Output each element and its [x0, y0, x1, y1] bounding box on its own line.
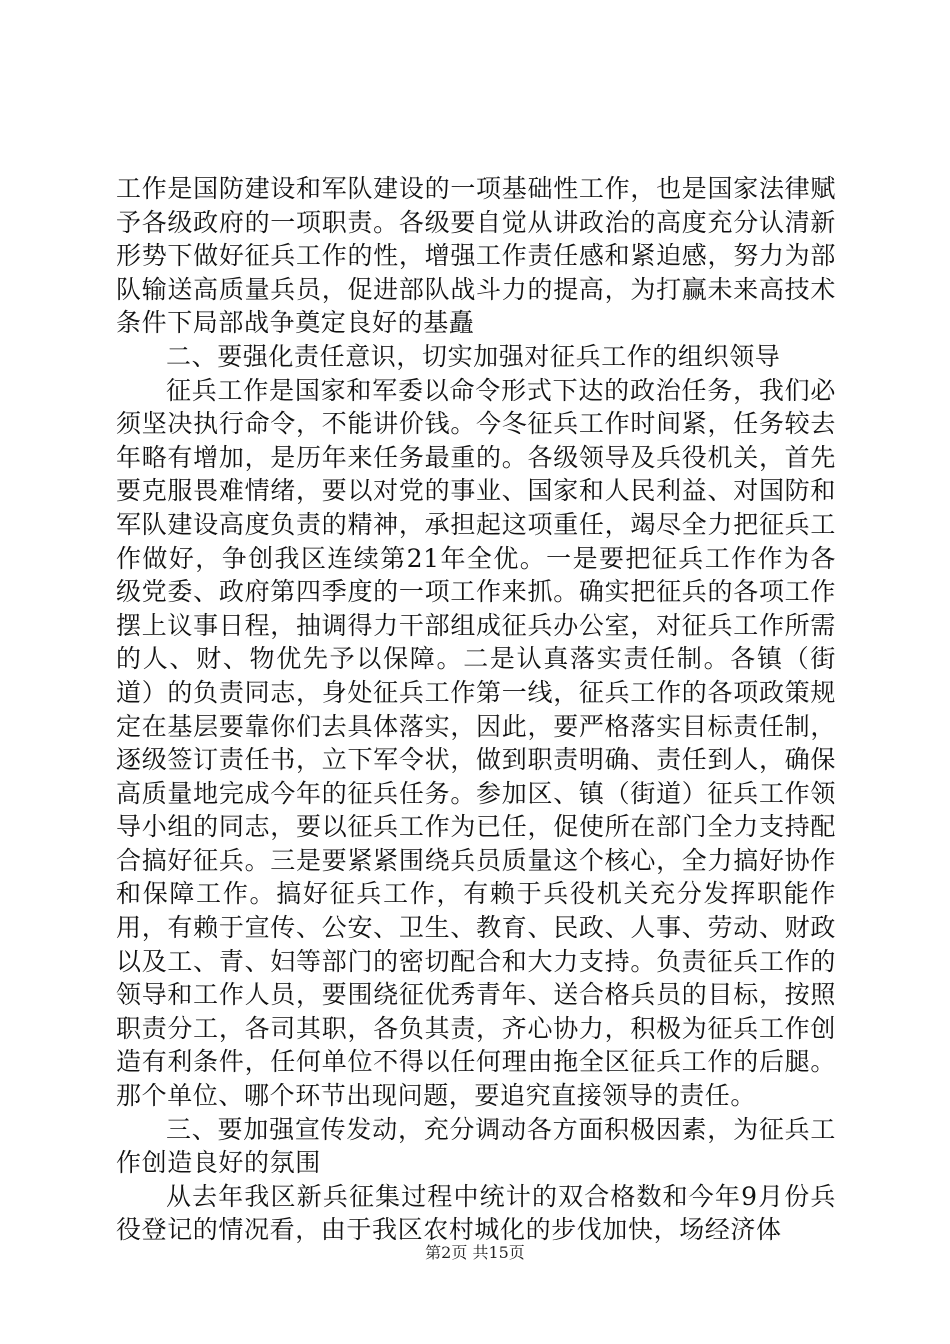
document-body	[116, 172, 836, 1247]
section-heading-2: 二、要强化责任意识，切实加强对征兵工作的组织领导	[166, 341, 781, 371]
paragraph-3: 征兵工作是国家和军委以命令形式下达的政治任务，我们必须坚决执行命令，不能讲价钱。今冬征兵工作时间紧，任务较去年略有增加，是历年来任务最重的。各级领导及兵役机关，首先要克服畏难情绪，要以对党的事业、国家和人民利益、对国防和军队建设高度负责的精神，承担起这项重任，竭尽全力把征兵工作做好，争创我区连续第21年全优。一是要把征兵工作作为各级党委、政府第四季度的一项工作来抓。确实把征兵的各项工作摆上议事日程，抽调得力干部组成征兵办公室，对征兵工作所需的人、财、物优先予以保障。二是认真落实责任制。各镇（街道）的负责同志，身处征兵工作第一线，征兵工作的各项政策规定在基层要靠你们去具体落实，因此，要严格落实目标责任制，逐级签订责任书，立下军令状，做到职责明确、责任到人，确保高质量地完成今年的征兵任务。参加区、镇（街道）征兵工作领导小组的同志，要以征兵工作为已任，促使所在部门全力支持配合搞好征兵。三是要紧紧围绕兵员质量这个核心，全力搞好协作和保障工作。搞好征兵工作，有赖于兵役机关充分发挥职能作用，有赖于宣传、公安、卫生、教育、民政、人事、劳动、财政以及工、青、妇等部门的密切配合和大力支持。负责征兵工作的领导和工作人员，要围绕征优秀青年、送合格兵员的目标，按照职责分工，各司其职，各负其责，齐心协力，积极为征兵工作创造有利条件，任何单位不得以任何理由拖全区征兵工作的后腿。那个单位、哪个环节出现问题，要追究直接领导的责任。	[116, 375, 836, 1111]
page-number-footer: 第2页 共15页	[425, 1243, 525, 1262]
paragraph-5: 从去年我区新兵征集过程中统计的双合格数和今年9月份兵役登记的情况看，由于我区农村城化的步伐加快，场经济体	[116, 1181, 836, 1245]
paragraph-1: 工作是国防建设和军队建设的一项基础性工作，也是国家法律赋予各级政府的一项职责。各级要自觉从讲政治的高度充分认清新形势下做好征兵工作的性，增强工作责任感和紧迫感，努力为部队输送高质量兵员，促进部队战斗力的提高，为打赢未来高技术条件下局部战争奠定良好的基矗	[116, 174, 836, 338]
section-heading-3: 三、要加强宣传发动，充分调动各方面积极因素，为征兵工作创造良好的氛围	[116, 1114, 836, 1178]
